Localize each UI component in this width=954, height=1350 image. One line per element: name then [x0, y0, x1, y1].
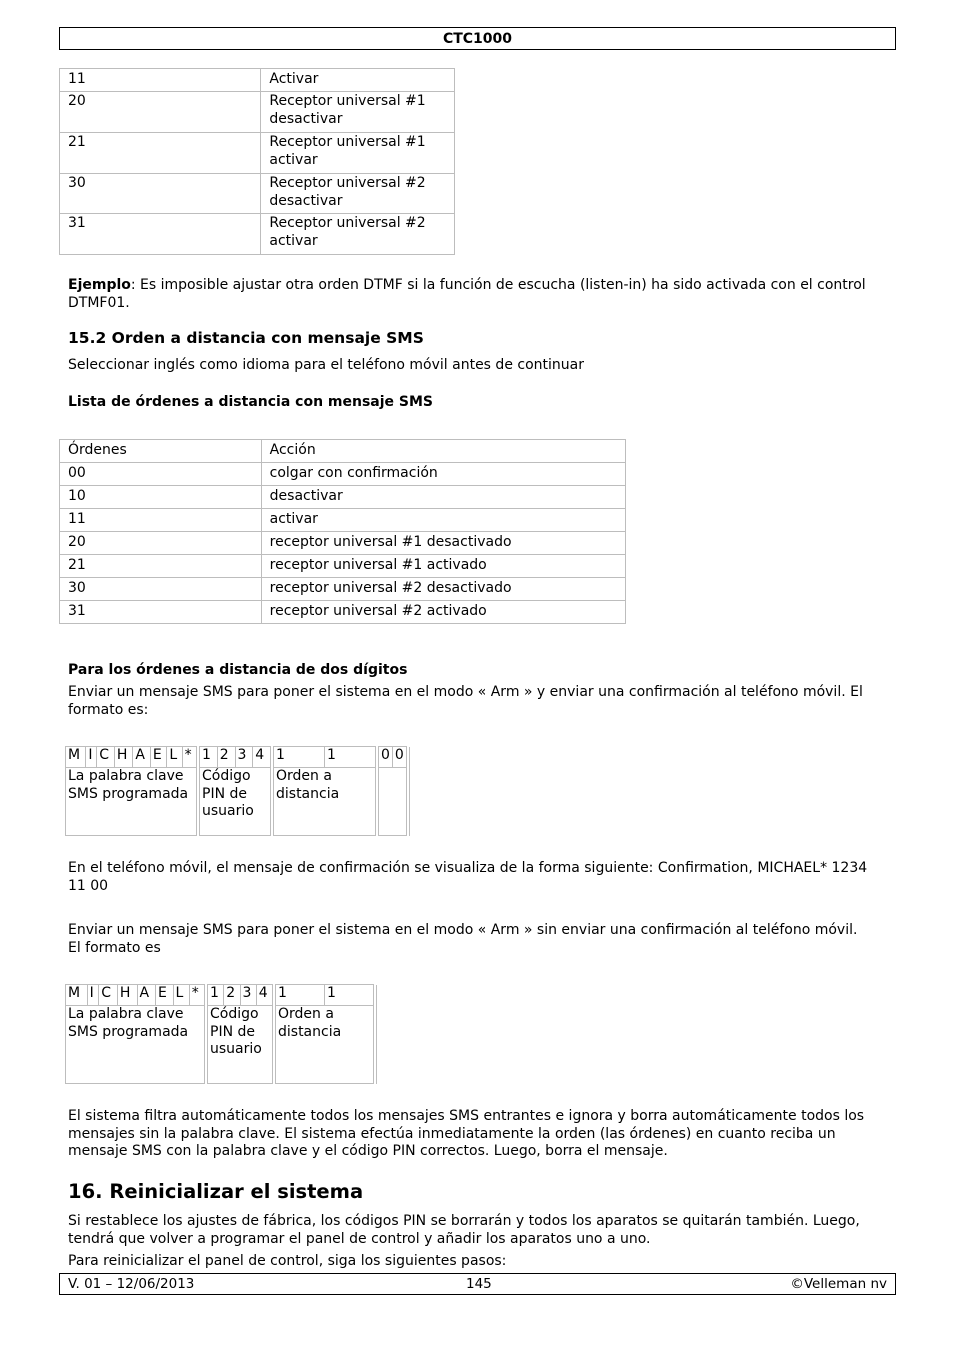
two-digit-text: Enviar un mensaje SMS para poner el sistema en el modo « Arm » y enviar una confirmación al teléfono móvil. El formato es: [68, 684, 863, 718]
order-label: Orden a distancia [274, 768, 376, 836]
reset-paragraph: Si restablece los ajustes de fábrica, los códigos PIN se borrarán y todos los aparatos se quitarán también. Luego, tendrá que volver a programar el panel de control y añadir los aparatos uno a uno. [68, 1213, 860, 1247]
page-footer [59, 1273, 896, 1295]
column-gap [406, 747, 409, 768]
table-row [60, 601, 626, 624]
order-label: Orden a distancia [276, 1006, 374, 1084]
sms-char: 1 [276, 985, 325, 1006]
sms-char: A [137, 985, 155, 1006]
sms-char: L [173, 985, 189, 1006]
table-cell: Receptor universal #2 desactivar [261, 174, 455, 214]
sms-char: 3 [240, 985, 256, 1006]
column-header: Órdenes [60, 440, 262, 463]
column-gap [374, 1006, 377, 1084]
pin-label: Código PIN de usuario [208, 1006, 273, 1084]
table-row [60, 214, 455, 255]
sms-label-row [66, 768, 410, 836]
sms-char: 3 [235, 747, 253, 768]
page-header [59, 27, 896, 50]
table-cell: 11 [60, 69, 261, 92]
table-cell: 21 [60, 133, 261, 174]
sms-char: 1 [274, 747, 325, 768]
sms-char: H [117, 985, 137, 1006]
table-row [60, 92, 455, 133]
sms-char: M [66, 985, 88, 1006]
table-cell: 20 [60, 532, 262, 555]
reset-steps-intro: Para reinicializar el panel de control, siga los siguientes pasos: [68, 1253, 507, 1269]
table-header-row [60, 440, 626, 463]
table-row [60, 133, 455, 174]
pin-label: Código PIN de usuario [200, 768, 271, 836]
table-row [60, 532, 626, 555]
sms-format-with-confirmation [65, 746, 410, 836]
table-cell: 00 [60, 463, 262, 486]
sms-char: 1 [325, 985, 374, 1006]
section-heading-16: 16. Reinicializar el sistema [68, 1180, 364, 1203]
footer-version: V. 01 – 12/06/2013 [68, 1276, 195, 1292]
table-row [60, 463, 626, 486]
sms-label-row [66, 1006, 377, 1084]
section-intro: Seleccionar inglés como idioma para el teléfono móvil antes de continuar [68, 357, 584, 373]
table-row [60, 486, 626, 509]
column-header: Acción [261, 440, 625, 463]
example-paragraph [68, 277, 868, 312]
sms-char: 1 [208, 985, 224, 1006]
footer-copyright: ©Velleman nv [790, 1276, 887, 1292]
sms-char: C [99, 985, 118, 1006]
table-cell: 31 [60, 214, 261, 255]
table-cell: Receptor universal #1 activar [261, 133, 455, 174]
page-number: 145 [466, 1276, 492, 1292]
sms-char: E [156, 985, 174, 1006]
sms-char: 1 [200, 747, 218, 768]
sms-char: 1 [325, 747, 376, 768]
sms-char: A [133, 747, 150, 768]
table-cell: Receptor universal #1 desactivar [261, 92, 455, 133]
confirmation-text: En el teléfono móvil, el mensaje de confirmación se visualiza de la forma siguiente: Confirmation, MICHAEL* 1234 11 00 [68, 860, 868, 894]
column-gap [374, 985, 377, 1006]
sms-char: I [87, 985, 99, 1006]
table-cell: receptor universal #2 desactivado [261, 578, 625, 601]
list-heading: Lista de órdenes a distancia con mensaje SMS [68, 394, 434, 410]
table-cell: activar [261, 509, 625, 532]
column-gap [406, 768, 409, 836]
table-cell: colgar con confirmación [261, 463, 625, 486]
sms-char: * [182, 747, 196, 768]
table-cell: 21 [60, 555, 262, 578]
table-row [60, 509, 626, 532]
filter-text: El sistema filtra automáticamente todos los mensajes SMS entrantes e ignora y borra automáticamente todos los mensajes sin la palabra clave. El sistema efectúa inmediatamente la orden (las órdenes) en cuanto reciba un mensaje SMS con la palabra clave y el código PIN correctos. Luego, borra el mensaje. [68, 1108, 865, 1159]
sms-char: E [150, 747, 167, 768]
table-row [60, 174, 455, 214]
table-row [60, 555, 626, 578]
table-cell: 11 [60, 509, 262, 532]
sms-format-without-confirmation [65, 984, 377, 1084]
sms-char: 0 [379, 747, 393, 768]
table-cell: 20 [60, 92, 261, 133]
table-cell: Receptor universal #2 activar [261, 214, 455, 255]
section-heading-15-2: 15.2 Orden a distancia con mensaje SMS [68, 329, 424, 347]
table-cell: Activar [261, 69, 455, 92]
confirm-label [379, 768, 407, 836]
keyword-label: La palabra clave SMS programada [66, 768, 197, 836]
two-digit-heading: Para los órdenes a distancia de dos dígitos [68, 662, 408, 678]
sms-char: 2 [217, 747, 235, 768]
dtmf-command-table [59, 68, 455, 255]
table-cell: 30 [60, 174, 261, 214]
no-confirmation-text: Enviar un mensaje SMS para poner el sistema en el modo « Arm » sin enviar una confirmación al teléfono móvil. El formato es [68, 922, 858, 956]
sms-char: H [114, 747, 133, 768]
sms-char: 2 [224, 985, 240, 1006]
table-cell: 10 [60, 486, 262, 509]
table-cell: receptor universal #2 activado [261, 601, 625, 624]
example-label: Ejemplo [68, 277, 131, 293]
sms-orders-table [59, 439, 626, 624]
sms-char: L [167, 747, 182, 768]
sms-char: * [189, 985, 204, 1006]
table-cell: receptor universal #1 desactivado [261, 532, 625, 555]
sms-code-row [66, 747, 410, 768]
sms-char: I [86, 747, 97, 768]
table-cell: 31 [60, 601, 262, 624]
table-cell: desactivar [261, 486, 625, 509]
table-row [60, 578, 626, 601]
sms-char: C [97, 747, 115, 768]
sms-char: 0 [392, 747, 406, 768]
sms-char: 4 [253, 747, 271, 768]
sms-code-row [66, 985, 377, 1006]
example-text: : Es imposible ajustar otra orden DTMF si la función de escucha (listen-in) ha sido activada con el control DTMF01. [68, 277, 866, 311]
table-cell: receptor universal #1 activado [261, 555, 625, 578]
sms-char: M [66, 747, 86, 768]
table-cell: 30 [60, 578, 262, 601]
header-title: CTC1000 [442, 31, 513, 47]
sms-char: 4 [256, 985, 272, 1006]
table-row [60, 69, 455, 92]
keyword-label: La palabra clave SMS programada [66, 1006, 205, 1084]
